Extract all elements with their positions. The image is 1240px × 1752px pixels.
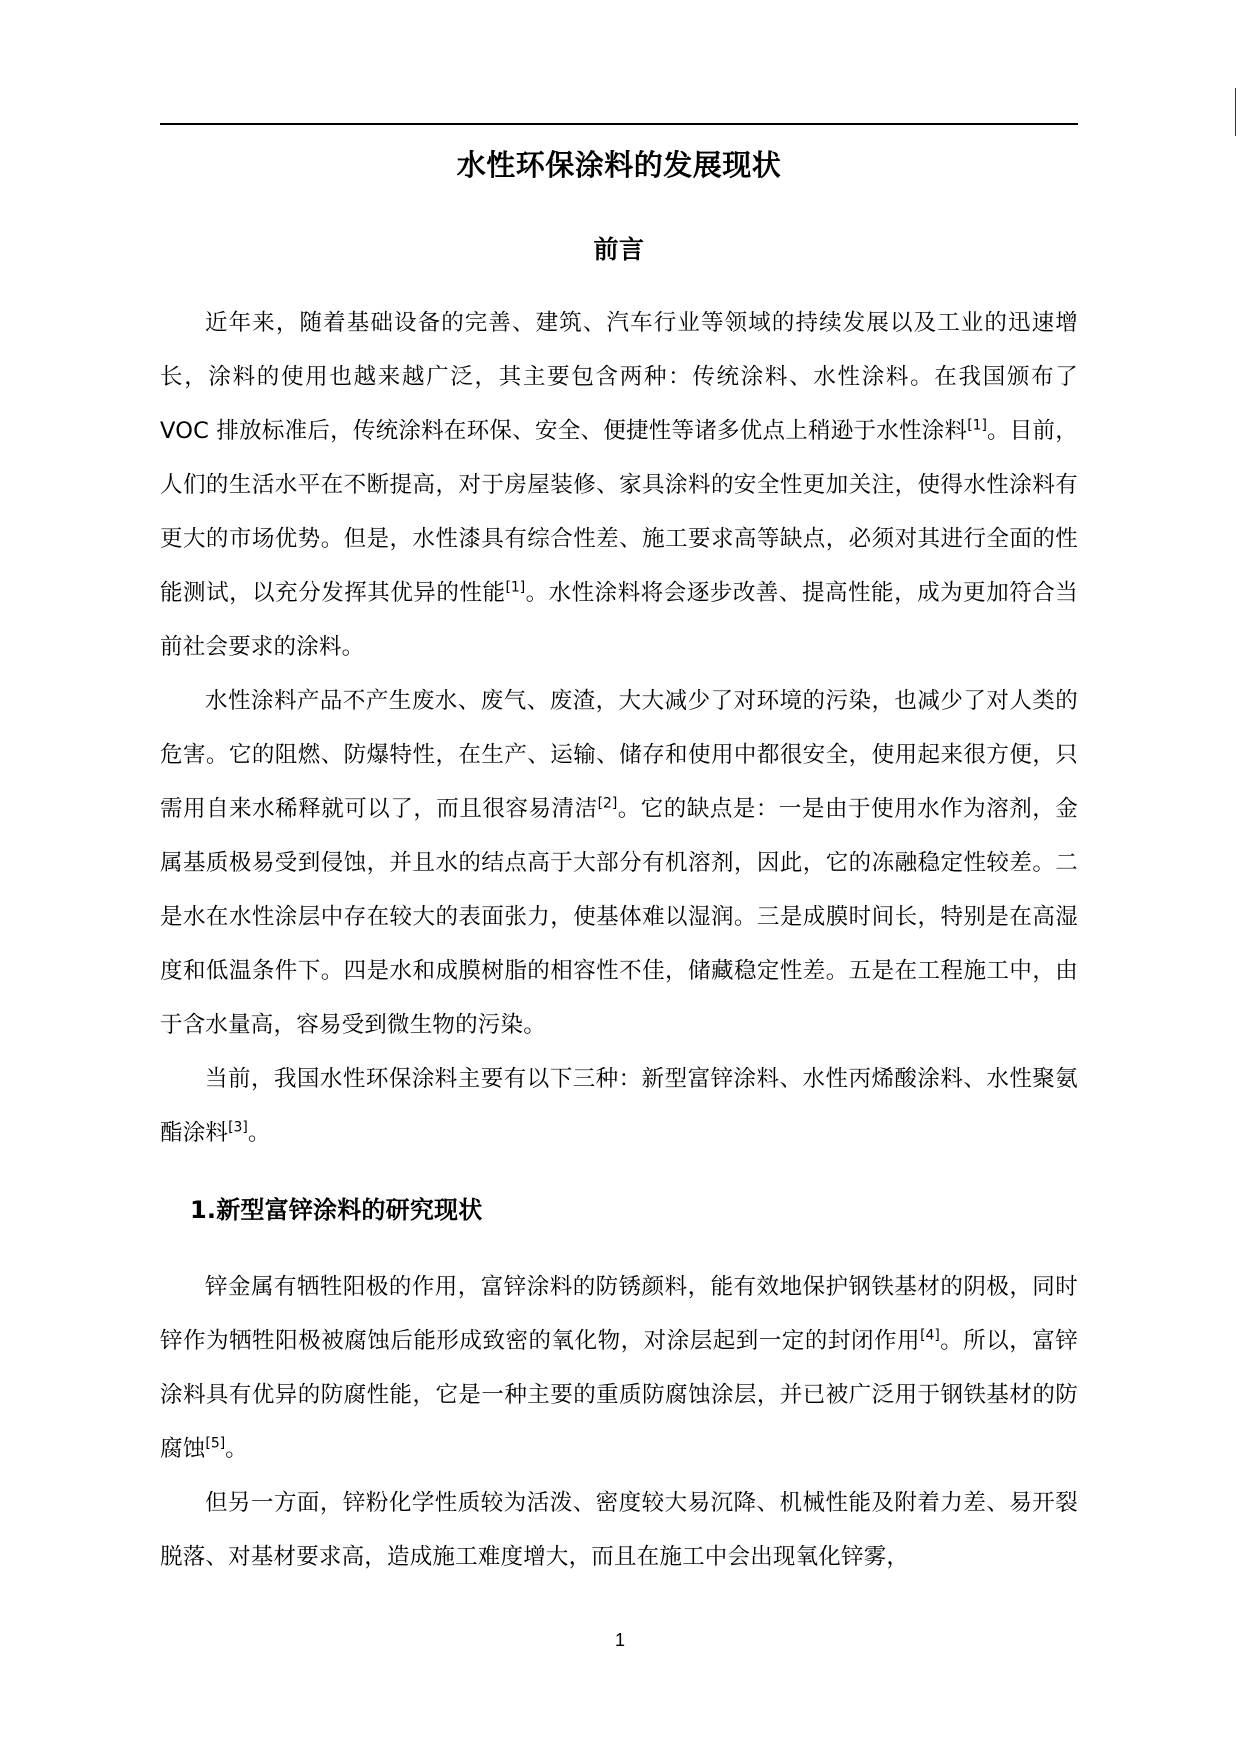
citation-ref-5: [5] xyxy=(205,1435,226,1452)
paragraph-4 xyxy=(160,1228,1078,1476)
paragraph-4-text-b: 。所以，富锌涂料具有优异的防腐性能，它是一种主要的重质防腐蚀涂层，并已被广泛用于钢铁基材的防腐蚀 xyxy=(160,1327,1079,1462)
citation-ref-4: [4] xyxy=(920,1327,940,1344)
paragraph-5-text-a: 但另一方面，锌粉化学性质较为活泼、密度较大易沉降、机械性能及附着力差、易开裂脱落、对基材要求高，造成施工难度增大，而且在施工中会出现氧化锌雾， xyxy=(160,1489,1078,1570)
paragraph-2-text-b: 。它的缺点是：一是由于使用水作为溶剂，金属基质极易受到侵蚀，并且水的结点高于大部分有机溶剂，因此，它的冻融稳定性较差。二是水在水性涂层中存在较大的表面张力，使基体难以湿润。三是成膜时间长，特别是在高湿度和低温条件下。四是水和成膜树脂的相容性不佳，储藏稳定性差。五是在工程施工中，由于含水量高，容易受到微生物的污染。 xyxy=(160,796,1078,1039)
paragraph-5 xyxy=(160,1476,1078,1584)
paragraph-4-text-c: 。 xyxy=(225,1435,248,1462)
paragraph-2-text-a: 水性涂料产品不产生废水、废气、废渣，大大减少了对环境的污染，也减少了对人类的危害。它的阻燃、防爆特性，在生产、运输、储存和使用中都很安全，使用起来很方便，只需用自来水稀释就可以了，而且很容易清洁 xyxy=(160,688,1078,823)
citation-ref-2: [2] xyxy=(597,795,618,812)
paragraph-1-text-c: 。水性涂料将会逐步改善、提高性能，成为更加符合当前社会要求的涂料。 xyxy=(160,580,1078,661)
right-edge-marker xyxy=(1235,88,1236,136)
paragraph-1-text-a: 近年来，随着基础设备的完善、建筑、汽车行业等领域的持续发展以及工业的迅速增长，涂料的使用也越来越广泛，其主要包含两种：传统涂料、水性涂料。在我国颁布了 VOC 排放标准后，传统涂料在环保、安全、便捷性等诸多优点上稍逊于水性涂料 xyxy=(160,310,1078,445)
citation-ref-3: [3] xyxy=(228,1119,248,1136)
page-number-footer: 1 xyxy=(614,1630,625,1650)
paragraph-3 xyxy=(160,1052,1078,1160)
paragraph-3-text-a: 当前，我国水性环保涂料主要有以下三种：新型富锌涂料、水性丙烯酸涂料、水性聚氨酯涂料 xyxy=(160,1066,1078,1147)
paragraph-3-text-b: 。 xyxy=(247,1120,271,1147)
citation-ref-1a: [1] xyxy=(967,417,987,434)
page-title: 水性环保涂料的发展现状 xyxy=(456,148,782,182)
paragraph-1 xyxy=(160,266,1078,674)
paragraph-4-text-a: 锌金属有牺牲阳极的作用，富锌涂料的防锈颜料，能有效地保护钢铁基材的阴极，同时锌作为牺牲阳极被腐蚀后能形成致密的氧化物，对涂层起到一定的封闭作用 xyxy=(160,1273,1078,1354)
paragraph-1-text-b: 。目前，人们的生活水平在不断提高，对于房屋装修、家具涂料的安全性更加关注，使得水性涂料有更大的市场优势。但是，水性漆具有综合性差、施工要求高等缺点，必须对其进行全面的性能测试，以充分发挥其优异的性能 xyxy=(160,418,1078,607)
section-heading-1: 1.新型富锌涂料的研究现状 xyxy=(190,1196,483,1225)
citation-ref-1b: [1] xyxy=(505,579,526,596)
document-content xyxy=(160,123,1078,1584)
paragraph-2 xyxy=(160,674,1078,1052)
preface-heading: 前言 xyxy=(593,235,645,265)
